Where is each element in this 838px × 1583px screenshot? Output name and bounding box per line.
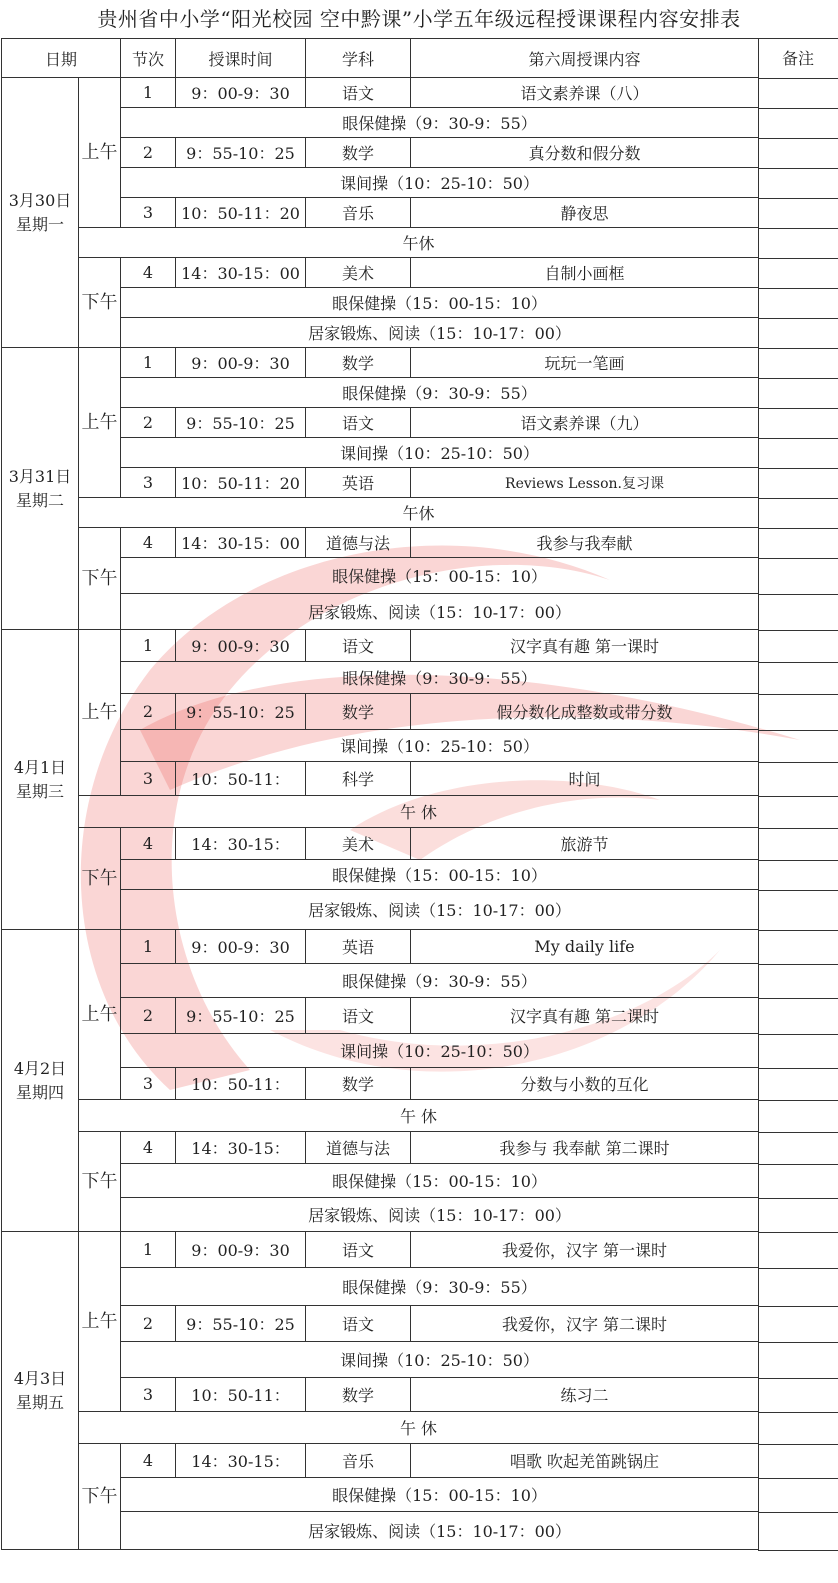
lesson-subject: 语文 — [306, 78, 411, 108]
date-label: 4月3日 — [13, 1368, 67, 1388]
lesson-content: 静夜思 — [411, 198, 759, 228]
lesson-subject: 音乐 — [306, 1444, 411, 1478]
lesson-row — [2, 1132, 759, 1164]
remark-cell — [758, 891, 838, 931]
period-number: 4 — [121, 1444, 176, 1478]
lesson-time: 10：50-11： — [176, 762, 306, 796]
break-activity: 居家锻炼、阅读（15：10-17：00） — [121, 318, 759, 348]
lesson-time: 9：00-9：30 — [176, 630, 306, 662]
remark-cell — [758, 499, 838, 529]
period-number: 4 — [121, 528, 176, 558]
remark-cell — [758, 1035, 838, 1069]
lesson-time: 9：00-9：30 — [176, 1232, 306, 1268]
remark-cell — [758, 829, 838, 861]
lesson-time: 9：55-10：25 — [176, 408, 306, 438]
period-number: 2 — [121, 1306, 176, 1342]
remark-cell — [758, 409, 838, 439]
lesson-subject: 数学 — [306, 694, 411, 730]
noon-break: 午 休 — [79, 1100, 759, 1132]
lesson-content: My daily life — [411, 930, 759, 964]
header-period: 节次 — [121, 39, 176, 78]
date-cell — [2, 78, 79, 348]
lesson-time: 14：30-15： — [176, 1444, 306, 1478]
lesson-subject: 道德与法 — [306, 1132, 411, 1164]
noon-break: 午休 — [79, 498, 759, 528]
weekday-label: 星期二 — [15, 490, 64, 510]
remark-cell — [758, 797, 838, 829]
lesson-content: 汉字真有趣 第二课时 — [411, 998, 759, 1034]
break-activity: 眼保健操（9：30-9：55） — [121, 964, 759, 998]
period-number: 2 — [121, 408, 176, 438]
lesson-content: Reviews Lesson.复习课 — [411, 468, 759, 498]
remark-cell — [758, 695, 838, 731]
period-number: 4 — [121, 1132, 176, 1164]
remark-cell — [758, 1343, 838, 1379]
date-label: 4月1日 — [13, 757, 67, 777]
lesson-time: 10：50-11： — [176, 1378, 306, 1412]
lesson-time: 9：55-10：25 — [176, 998, 306, 1034]
lesson-time: 14：30-15：00 — [176, 258, 306, 288]
break-activity: 课间操（10：25-10：50） — [121, 730, 759, 762]
lesson-subject: 英语 — [306, 930, 411, 964]
lesson-time: 14：30-15： — [176, 1132, 306, 1164]
remark-cell — [758, 259, 838, 289]
lesson-content: 我参与我奉献 — [411, 528, 759, 558]
period-number: 3 — [121, 1378, 176, 1412]
lesson-time: 9：00-9：30 — [176, 930, 306, 964]
break-activity: 居家锻炼、阅读（15：10-17：00） — [121, 594, 759, 630]
remark-cell — [758, 319, 838, 349]
remark-cell — [758, 559, 838, 595]
lesson-content: 练习二 — [411, 1378, 759, 1412]
am-label: 上午 — [79, 348, 121, 498]
header-content: 第六周授课内容 — [411, 39, 759, 78]
date-cell — [2, 630, 79, 930]
remark-cell — [758, 1445, 838, 1479]
remark-cell — [758, 731, 838, 763]
period-number: 1 — [121, 630, 176, 662]
remark-cell — [758, 763, 838, 797]
pm-label: 下午 — [79, 258, 121, 348]
remark-cell — [758, 529, 838, 559]
remark-cell — [758, 1513, 838, 1551]
am-label: 上午 — [79, 630, 121, 796]
period-number: 4 — [121, 828, 176, 860]
lesson-row — [2, 930, 759, 964]
lesson-row — [2, 258, 759, 288]
lesson-subject: 语文 — [306, 408, 411, 438]
remark-cell — [758, 631, 838, 663]
lesson-content: 语文素养课（九） — [411, 408, 759, 438]
remark-cell — [758, 931, 838, 965]
remark-cell — [758, 169, 838, 199]
lesson-time: 9：55-10：25 — [176, 138, 306, 168]
lesson-row — [2, 348, 759, 378]
pm-label: 下午 — [79, 1444, 121, 1550]
date-label: 3月30日 — [8, 190, 72, 210]
lesson-content: 唱歌 吹起羌笛跳锅庄 — [411, 1444, 759, 1478]
break-activity: 课间操（10：25-10：50） — [121, 168, 759, 198]
break-activity: 课间操（10：25-10：50） — [121, 438, 759, 468]
lesson-content: 语文素养课（八） — [411, 78, 759, 108]
remark-cell — [758, 199, 838, 229]
break-activity: 眼保健操（9：30-9：55） — [121, 378, 759, 408]
pm-label: 下午 — [79, 528, 121, 630]
lesson-content: 旅游节 — [411, 828, 759, 860]
lesson-subject: 语文 — [306, 998, 411, 1034]
date-label: 4月2日 — [13, 1058, 67, 1078]
lesson-content: 真分数和假分数 — [411, 138, 759, 168]
lesson-subject: 美术 — [306, 258, 411, 288]
lesson-content: 我爱你，汉字 第二课时 — [411, 1306, 759, 1342]
weekday-label: 星期五 — [15, 1392, 64, 1412]
date-label: 3月31日 — [8, 466, 72, 486]
period-number: 3 — [121, 468, 176, 498]
lesson-time: 10：50-11： — [176, 1068, 306, 1100]
remark-cell — [758, 439, 838, 469]
lesson-subject: 语文 — [306, 1306, 411, 1342]
header-subject: 学科 — [306, 39, 411, 78]
lesson-row — [2, 78, 759, 108]
noon-row — [2, 1412, 759, 1444]
lesson-row — [2, 528, 759, 558]
period-number: 1 — [121, 1232, 176, 1268]
header-remark: 备注 — [758, 38, 838, 79]
remark-cell — [758, 1101, 838, 1133]
remark-cell — [758, 109, 838, 139]
lesson-time: 9：55-10：25 — [176, 694, 306, 730]
remark-cell — [758, 1165, 838, 1199]
lesson-content: 自制小画框 — [411, 258, 759, 288]
lesson-content: 假分数化成整数或带分数 — [411, 694, 759, 730]
lesson-subject: 音乐 — [306, 198, 411, 228]
break-activity: 眼保健操（15：00-15：10） — [121, 860, 759, 890]
header-date: 日期 — [2, 39, 121, 78]
lesson-subject: 科学 — [306, 762, 411, 796]
lesson-time: 9：55-10：25 — [176, 1306, 306, 1342]
remark-cell — [758, 1133, 838, 1165]
remark-cell — [758, 139, 838, 169]
remark-cell — [758, 1233, 838, 1269]
noon-row — [2, 796, 759, 828]
break-activity: 居家锻炼、阅读（15：10-17：00） — [121, 1198, 759, 1232]
remark-cell — [758, 595, 838, 631]
remark-cell — [758, 349, 838, 379]
remark-column — [758, 38, 838, 1551]
lesson-time: 14：30-15：00 — [176, 528, 306, 558]
remark-cell — [758, 861, 838, 891]
period-number: 1 — [121, 78, 176, 108]
break-activity: 眼保健操（15：00-15：10） — [121, 1478, 759, 1512]
remark-cell — [758, 1307, 838, 1343]
period-number: 3 — [121, 198, 176, 228]
am-label: 上午 — [79, 930, 121, 1100]
lesson-time: 10：50-11：20 — [176, 198, 306, 228]
lesson-content: 我爱你，汉字 第一课时 — [411, 1232, 759, 1268]
period-number: 3 — [121, 762, 176, 796]
period-number: 1 — [121, 930, 176, 964]
remark-cell — [758, 229, 838, 259]
lesson-time: 10：50-11：20 — [176, 468, 306, 498]
remark-cell — [758, 289, 838, 319]
break-activity: 眼保健操（15：00-15：10） — [121, 288, 759, 318]
remark-cell — [758, 469, 838, 499]
noon-break: 午 休 — [79, 796, 759, 828]
lesson-content: 分数与小数的互化 — [411, 1068, 759, 1100]
lesson-subject: 道德与法 — [306, 528, 411, 558]
lesson-time: 9：00-9：30 — [176, 78, 306, 108]
lesson-subject: 数学 — [306, 138, 411, 168]
am-label: 上午 — [79, 1232, 121, 1412]
weekday-label: 星期一 — [15, 214, 64, 234]
remark-cell — [758, 1199, 838, 1233]
remark-cell — [758, 999, 838, 1035]
remark-cell — [758, 663, 838, 695]
date-cell — [2, 348, 79, 630]
period-number: 2 — [121, 138, 176, 168]
break-activity: 居家锻炼、阅读（15：10-17：00） — [121, 890, 759, 930]
lesson-content: 汉字真有趣 第一课时 — [411, 630, 759, 662]
pm-label: 下午 — [79, 1132, 121, 1232]
remark-cell — [758, 1479, 838, 1513]
remark-cell — [758, 379, 838, 409]
lesson-time: 14：30-15： — [176, 828, 306, 860]
page-title: 贵州省中小学“阳光校园 空中黔课”小学五年级远程授课课程内容安排表 — [97, 7, 741, 31]
lesson-content: 我参与 我奉献 第二课时 — [411, 1132, 759, 1164]
break-activity: 课间操（10：25-10：50） — [121, 1342, 759, 1378]
noon-row — [2, 1100, 759, 1132]
schedule-table — [1, 38, 759, 1550]
pm-label: 下午 — [79, 828, 121, 930]
lesson-subject: 美术 — [306, 828, 411, 860]
lesson-row — [2, 1444, 759, 1478]
lesson-content: 玩玩一笔画 — [411, 348, 759, 378]
remark-cell — [758, 965, 838, 999]
period-number: 2 — [121, 694, 176, 730]
date-cell — [2, 930, 79, 1232]
am-label: 上午 — [79, 78, 121, 228]
lesson-subject: 数学 — [306, 1378, 411, 1412]
weekday-label: 星期三 — [15, 781, 64, 801]
lesson-time: 9：00-9：30 — [176, 348, 306, 378]
lesson-subject: 英语 — [306, 468, 411, 498]
noon-row — [2, 498, 759, 528]
break-activity: 眼保健操（15：00-15：10） — [121, 558, 759, 594]
header-time: 授课时间 — [176, 39, 306, 78]
remark-cell — [758, 1413, 838, 1445]
remark-cell — [758, 1379, 838, 1413]
lesson-row — [2, 828, 759, 860]
break-activity: 居家锻炼、阅读（15：10-17：00） — [121, 1512, 759, 1550]
date-cell — [2, 1232, 79, 1550]
break-activity: 课间操（10：25-10：50） — [121, 1034, 759, 1068]
break-activity: 眼保健操（9：30-9：55） — [121, 108, 759, 138]
remark-cell — [758, 1269, 838, 1307]
lesson-subject: 数学 — [306, 348, 411, 378]
lesson-subject: 语文 — [306, 630, 411, 662]
remark-cell — [758, 79, 838, 109]
break-activity: 眼保健操（9：30-9：55） — [121, 662, 759, 694]
remark-cell — [758, 1069, 838, 1101]
weekday-label: 星期四 — [15, 1082, 64, 1102]
noon-break: 午 休 — [79, 1412, 759, 1444]
lesson-content: 时间 — [411, 762, 759, 796]
lesson-row — [2, 1232, 759, 1268]
period-number: 3 — [121, 1068, 176, 1100]
break-activity: 眼保健操（9：30-9：55） — [121, 1268, 759, 1306]
lesson-row — [2, 630, 759, 662]
noon-break: 午休 — [79, 228, 759, 258]
period-number: 1 — [121, 348, 176, 378]
period-number: 2 — [121, 998, 176, 1034]
period-number: 4 — [121, 258, 176, 288]
break-activity: 眼保健操（15：00-15：10） — [121, 1164, 759, 1198]
lesson-subject: 数学 — [306, 1068, 411, 1100]
noon-row — [2, 228, 759, 258]
lesson-subject: 语文 — [306, 1232, 411, 1268]
